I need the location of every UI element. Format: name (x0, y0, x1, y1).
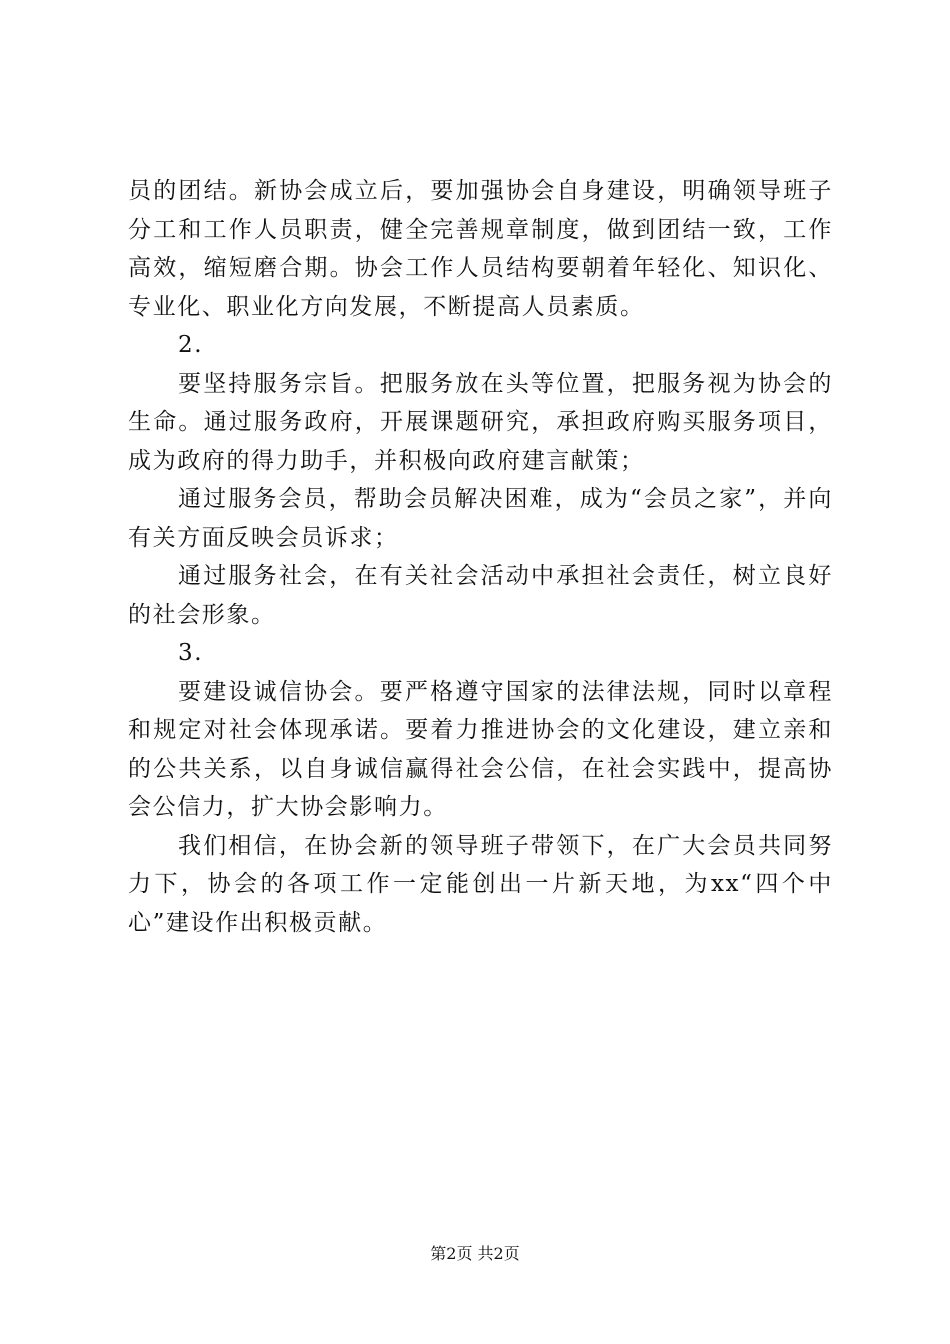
paragraph-service-society: 通过服务社会，在有关社会活动中承担社会责任，树立良好的社会形象。 (128, 563, 833, 628)
paragraph-service-purpose: 要坚持服务宗旨。把服务放在头等位置，把服务视为协会的生命。通过服务政府，开展课题研究，承担政府购买服务项目，成为政府的得力助手，并积极向政府建言献策； (128, 370, 833, 474)
paragraph-service-members: 通过服务会员，帮助会员解决困难，成为“会员之家”，并向有关方面反映会员诉求； (128, 486, 833, 551)
list-number-3: 3. (178, 640, 204, 666)
page-number-label: 第2页 共2页 (430, 1244, 520, 1263)
document-body (128, 172, 833, 942)
list-number-2: 2. (178, 332, 204, 358)
paragraph-integrity: 要建设诚信协会。要严格遵守国家的法律法规，同时以章程和规定对社会体现承诺。要着力推进协会的文化建设，建立亲和的公共关系，以自身诚信赢得社会公信，在社会实践中，提高协会公信力，扩大协会影响力。 (128, 678, 833, 820)
paragraph-conclusion: 我们相信，在协会新的领导班子带领下，在广大会员共同努力下，协会的各项工作一定能创出一片新天地，为xx“四个中心”建设作出积极贡献。 (128, 832, 833, 936)
paragraph-1: 员的团结。新协会成立后，要加强协会自身建设，明确领导班子分工和工作人员职责，健全完善规章制度，做到团结一致，工作高效，缩短磨合期。协会工作人员结构要朝着年轻化、知识化、专业化、职业化方向发展，不断提高人员素质。 (128, 178, 833, 320)
page-footer (0, 1244, 950, 1264)
